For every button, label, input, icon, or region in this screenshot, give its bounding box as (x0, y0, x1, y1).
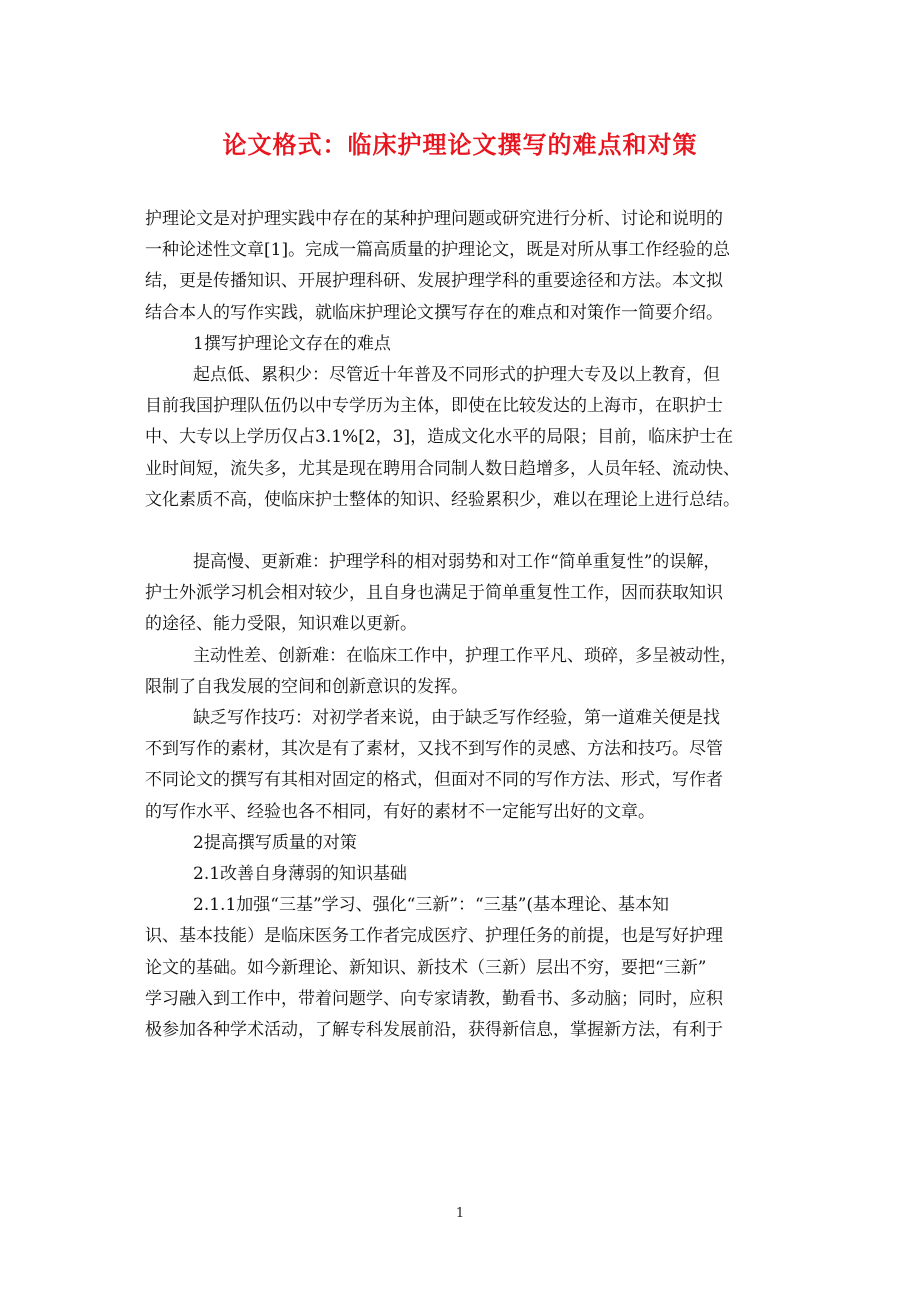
body-line: 护士外派学习机会相对较少，且自身也满足于简单重复性工作，因而获取知识 (145, 583, 723, 604)
body-line: 论文的基础。如今新理论、新知识、新技术（三新）层出不穷，要把“三新” (145, 957, 707, 978)
body-line: 识、基本技能）是临床医务工作者完成医疗、护理任务的前提，也是写好护理 (145, 926, 723, 947)
body-line: 极参加各种学术活动，了解专科发展前沿，获得新信息，掌握新方法，有利于 (145, 1019, 723, 1040)
section-heading: 2提高撰写质量的对策 (193, 832, 357, 853)
body-line: 文化素质不高，使临床护士整体的知识、经验累积少，难以在理论上进行总结。 (145, 489, 740, 510)
body-line: 目前我国护理队伍仍以中专学历为主体，即使在比较发达的上海市，在职护士 (145, 396, 723, 417)
body-line: 一种论述性文章[1]。完成一篇高质量的护理论文，既是对所从事工作经验的总 (145, 240, 731, 261)
body-line: 结，更是传播知识、开展护理科研、发展护理学科的重要途径和方法。本文拟 (145, 271, 723, 292)
body-line: 结合本人的写作实践，就临床护理论文撰写存在的难点和对策作一简要介绍。 (145, 302, 723, 323)
body-line: 的写作水平、经验也各不相同，有好的素材不一定能写出好的文章。 (145, 801, 655, 822)
body-line: 护理论文是对护理实践中存在的某种护理问题或研究进行分析、讨论和说明的 (145, 209, 723, 229)
body-line: 中、大专以上学历仅占3.1%[2，3]，造成文化水平的局限；目前，临床护士在 (145, 427, 734, 448)
body-line: 主动性差、创新难：在临床工作中，护理工作平凡、琐碎，多呈被动性， (193, 645, 737, 666)
body-line: 业时间短，流失多，尤其是现在聘用合同制人数日趋增多，人员年轻、流动快、 (145, 458, 740, 479)
body-line: 起点低、累积少：尽管近十年普及不同形式的护理大专及以上教育，但 (193, 364, 720, 385)
subsection-heading: 2.1改善自身薄弱的知识基础 (193, 863, 408, 884)
paragraph-gap (145, 516, 780, 547)
page-number: 1 (455, 1206, 465, 1221)
body-line: 学习融入到工作中，带着问题学、向专家请教，勤看书、多动脑；同时，应积 (145, 988, 723, 1009)
body-line: 2.1.1加强“三基”学习、强化“三新”：“三基”(基本理论、基本知 (193, 895, 670, 916)
section-heading: 1撰写护理论文存在的难点 (193, 333, 391, 354)
body-line: 不同论文的撰写有其相对固定的格式，但面对不同的写作方法、形式，写作者 (145, 770, 723, 791)
body-line: 缺乏写作技巧：对初学者来说，由于缺乏写作经验，第一道难关便是找 (193, 708, 720, 728)
body-line: 提高慢、更新难：护理学科的相对弱势和对工作“简单重复性”的误解， (193, 552, 721, 573)
body-line: 不到写作的素材，其次是有了素材，又找不到写作的灵感、方法和技巧。尽管 (145, 739, 723, 760)
document-title: 论文格式：临床护理论文撰写的难点和对策 (222, 131, 698, 159)
body-line: 的途径、能力受限，知识难以更新。 (145, 614, 417, 635)
body-line: 限制了自我发展的空间和创新意识的发挥。 (145, 676, 468, 697)
document-body (145, 204, 780, 1046)
